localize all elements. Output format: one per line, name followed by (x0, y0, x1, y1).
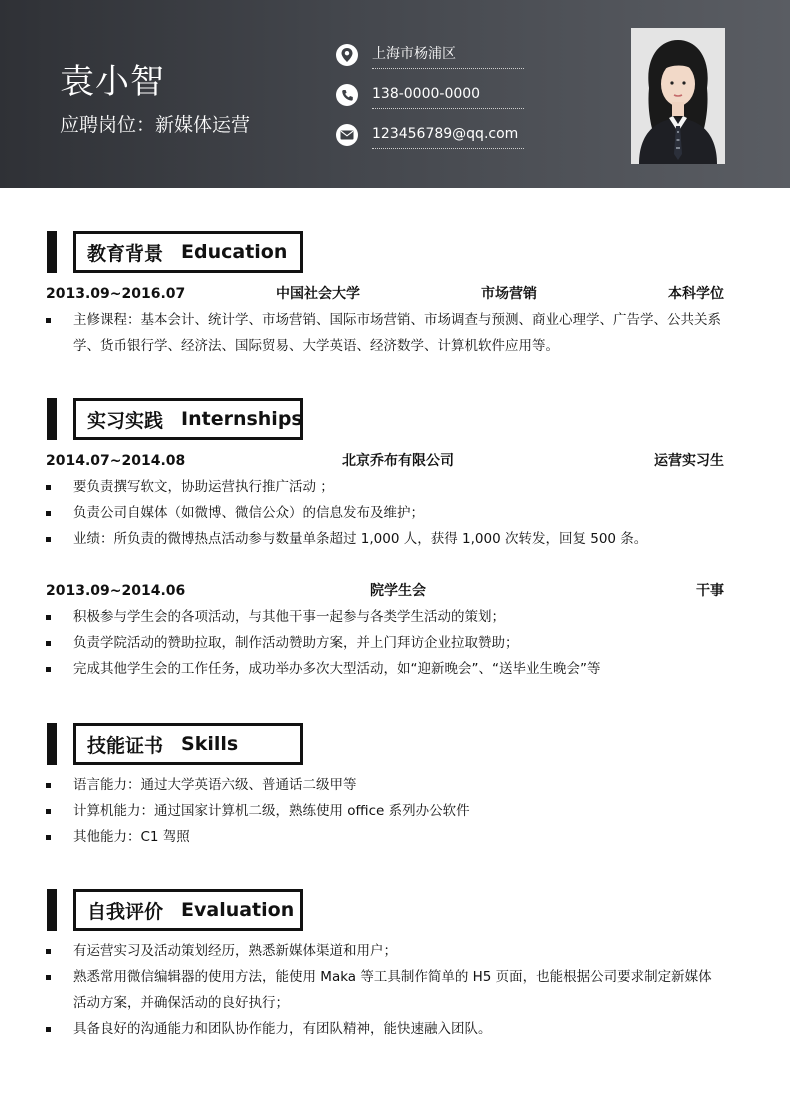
list-item-text: 其他能力：C1 驾照 (73, 829, 190, 845)
education-date: 2013.09~2016.07 (46, 286, 186, 302)
bullet-icon (46, 949, 51, 954)
bullet-icon (46, 667, 51, 672)
title-en: Skills (181, 733, 239, 755)
list-item (46, 656, 726, 682)
bullet-icon (46, 641, 51, 646)
list-item-text: 负责公司自媒体（如微博、微信公众）的信息发布及维护； (73, 505, 424, 521)
title-bar (47, 398, 57, 440)
list-item-text: 熟悉常用微信编辑器的使用方法，能使用 Maka 等工具制作简单的 H5 页面，也能根据公司要求制定新媒体活动方案，并确保活动的良好执行； (73, 969, 712, 1011)
title-box (73, 889, 303, 931)
title-box (73, 231, 303, 273)
list-item-text: 完成其他学生会的工作任务，成功举办多次大型活动，如“迎新晚会”、“送毕业生晚会”等 (73, 661, 601, 677)
list-item (46, 604, 726, 630)
contact-location (336, 44, 526, 74)
title-en: Education (181, 241, 288, 263)
title-cn: 实习实践 (87, 409, 164, 432)
contact-phone (336, 84, 526, 114)
list-item-text: 积极参与学生会的各项活动，与其他干事一起参与各类学生活动的策划； (73, 609, 505, 625)
job-title: 应聘岗位：新媒体运营 (60, 114, 251, 136)
internship-date: 2014.07~2014.08 (46, 453, 186, 469)
education-major: 市场营销 (481, 286, 537, 302)
bullet-icon (46, 615, 51, 620)
list-item (46, 938, 726, 964)
education-school: 中国社会大学 (276, 286, 360, 302)
section-title-internships (47, 398, 307, 440)
bullet-icon (46, 1027, 51, 1032)
internship-role: 运营实习生 (654, 453, 724, 469)
list-item-text: 负责学院活动的赞助拉取，制作活动赞助方案，并上门拜访企业拉取赞助； (73, 635, 519, 651)
internship-date: 2013.09~2014.06 (46, 583, 186, 599)
mail-icon (336, 124, 358, 146)
bullet-icon (46, 783, 51, 788)
title-en: Internships (181, 408, 303, 430)
course-text: 主修课程：基本会计、统计学、市场营销、国际市场营销、市场调查与预测、商业心理学、广告学、公共关系学、货币银行学、经济法、国际贸易、大学英语、经济数学、计算机软件应用等。 (73, 312, 721, 354)
location-text: 上海市杨浦区 (372, 44, 524, 69)
email-text: 123456789@qq.com (372, 124, 524, 149)
list-item (46, 630, 726, 656)
title-bar (47, 231, 57, 273)
list-item-text: 具备良好的沟通能力和团队协作能力，有团队精神，能快速融入团队。 (73, 1021, 492, 1037)
candidate-name: 袁小智 (60, 62, 165, 102)
title-box (73, 723, 303, 765)
list-item-text: 要负责撰写软文，协助运营执行推广活动 ； (73, 479, 334, 495)
phone-icon (336, 84, 358, 106)
list-item-text: 计算机能力：通过国家计算机二级，熟练使用 office 系列办公软件 (73, 803, 470, 819)
title-cn: 技能证书 (87, 734, 164, 757)
portrait-photo (631, 28, 725, 164)
resume-header (0, 0, 790, 188)
internship-row-1 (46, 451, 724, 471)
bullet-icon (46, 975, 51, 980)
list-item (46, 798, 726, 824)
location-pin-icon (336, 44, 358, 66)
title-cn: 教育背景 (87, 242, 164, 265)
internship-role: 干事 (696, 583, 724, 599)
bullet-icon (46, 809, 51, 814)
list-item (46, 964, 726, 1016)
internship-row-2 (46, 581, 724, 601)
bullet-icon (46, 835, 51, 840)
list-item (46, 772, 726, 798)
phone-text: 138-0000-0000 (372, 84, 524, 109)
list-item-text: 有运营实习及活动策划经历，熟悉新媒体渠道和用户； (73, 943, 397, 959)
list-item-text: 业绩：所负责的微博热点活动参与数量单条超过 1,000 人，获得 1,000 次转发，回复 500 条。 (73, 531, 648, 547)
title-box (73, 398, 303, 440)
internship-org: 北京乔布有限公司 (342, 453, 454, 469)
list-item (46, 526, 726, 552)
section-title-education (47, 231, 307, 273)
title-cn: 自我评价 (87, 900, 164, 923)
list-item (46, 1016, 726, 1042)
internship-org: 院学生会 (370, 583, 426, 599)
section-title-evaluation (47, 889, 307, 931)
education-row (46, 284, 724, 304)
list-item (46, 474, 726, 500)
title-bar (47, 723, 57, 765)
bullet-icon (46, 537, 51, 542)
list-item (46, 500, 726, 526)
contact-email (336, 124, 526, 154)
list-item (46, 307, 726, 359)
title-en: Evaluation (181, 899, 295, 921)
education-degree: 本科学位 (668, 286, 724, 302)
section-title-skills (47, 723, 307, 765)
bullet-icon (46, 318, 51, 323)
title-bar (47, 889, 57, 931)
bullet-icon (46, 485, 51, 490)
list-item-text: 语言能力：通过大学英语六级、普通话二级甲等 (73, 777, 357, 793)
list-item (46, 824, 726, 850)
bullet-icon (46, 511, 51, 516)
